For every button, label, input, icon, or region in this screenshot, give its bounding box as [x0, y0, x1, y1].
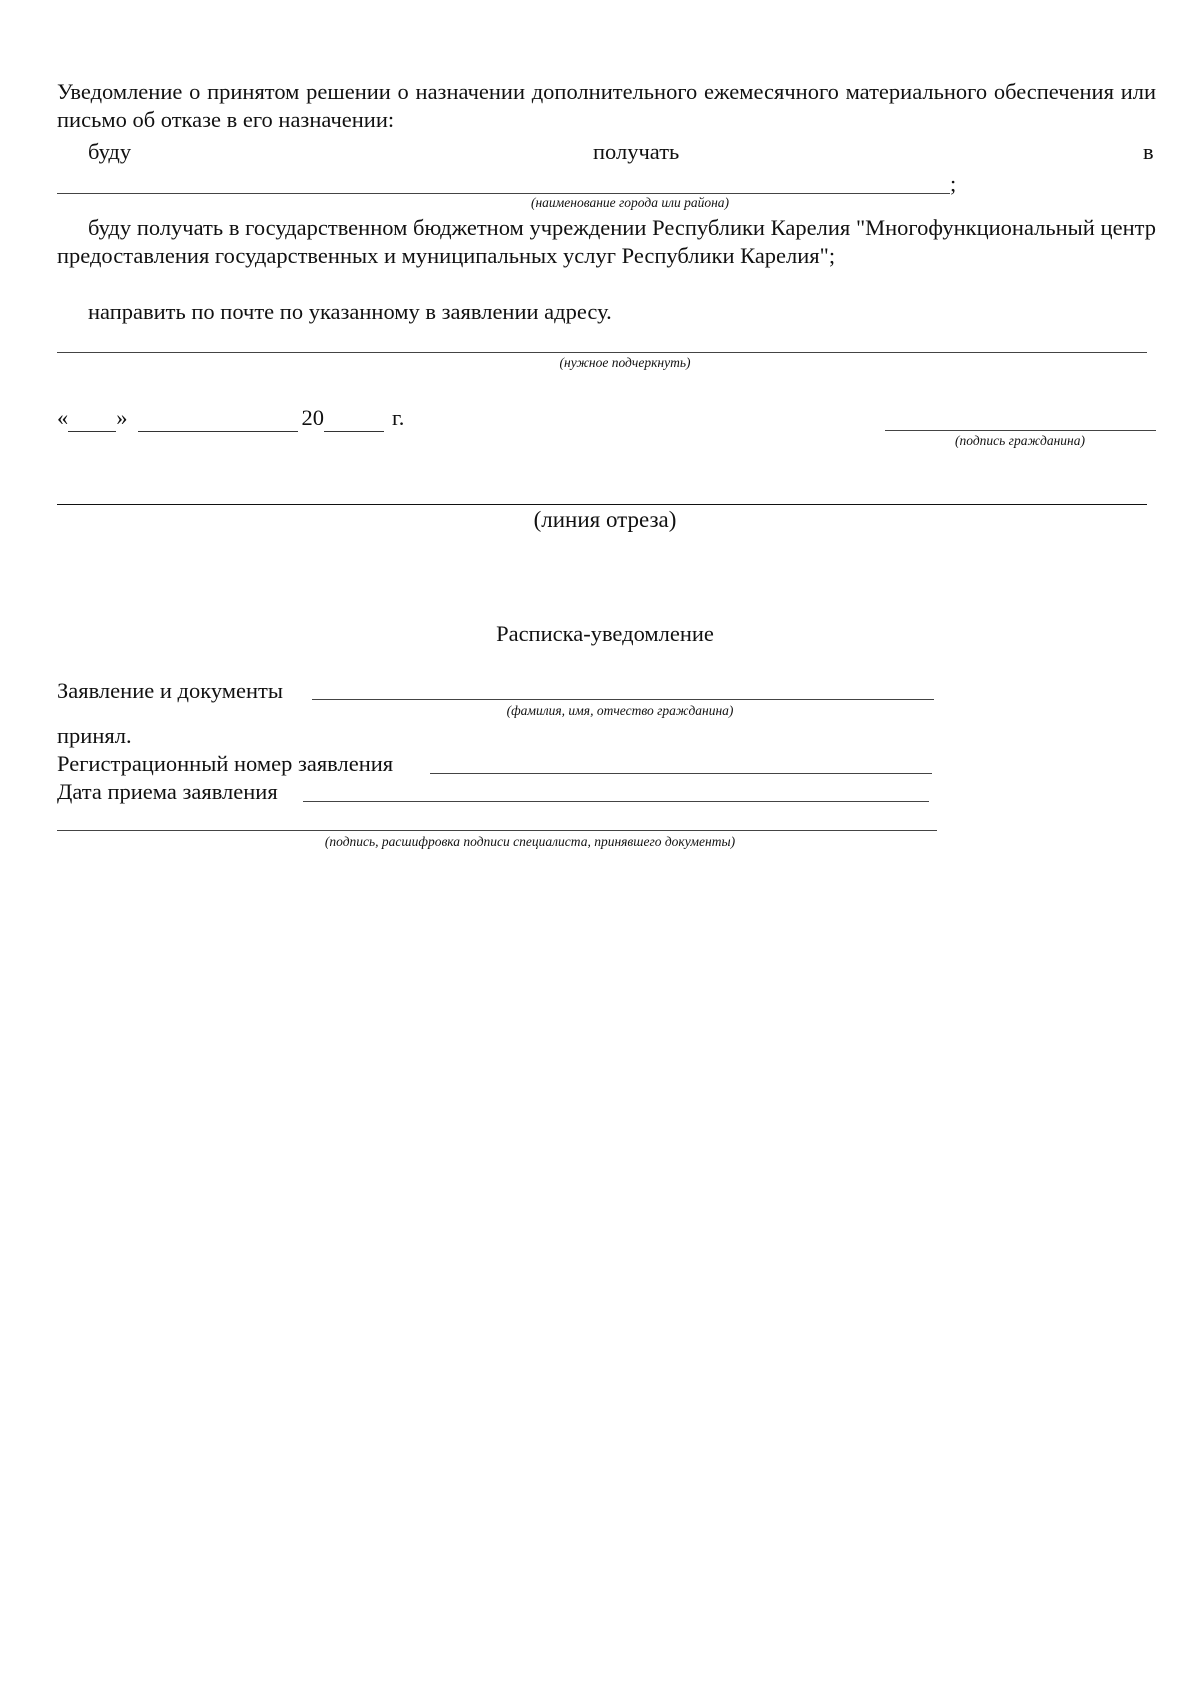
year-suffix: г. — [392, 405, 405, 430]
close-quote: » — [116, 405, 128, 430]
month-field[interactable] — [138, 411, 298, 432]
specialist-signature-field[interactable] — [57, 830, 937, 831]
specialist-caption: (подпись, расшифровка подписи специалиста, принявшего документы) — [324, 834, 736, 849]
accepted-text: принял. — [57, 723, 132, 748]
date-line — [57, 404, 404, 432]
city-name-caption: (наименование города или района) — [530, 195, 730, 210]
notice-intro: Уведомление о принятом решении о назначении дополнительного ежемесячного материального обеспечения или письмо об отказе в его назначении: — [57, 79, 1156, 132]
citizen-signature-field[interactable] — [885, 430, 1156, 431]
year-field[interactable] — [324, 411, 384, 432]
date-received-field[interactable] — [303, 801, 929, 802]
reg-number-label: Регистрационный номер заявления — [57, 751, 394, 776]
open-quote: « — [57, 405, 69, 430]
notice-option2: буду получать в государственном бюджетном учреждении Республики Карелия "Многофункциональный центр предоставления государственных и муниципальных услуг Республики Карелия"; — [57, 215, 1156, 268]
underline-choice-line — [57, 352, 1147, 353]
option1-word-1: буду — [88, 139, 132, 164]
underline-caption: (нужное подчеркнуть) — [559, 355, 691, 370]
reg-number-field[interactable] — [430, 773, 932, 774]
cut-line-label: (линия отреза) — [533, 507, 677, 532]
notice-option3: направить по почте по указанному в заявлении адресу. — [88, 299, 612, 324]
cut-line — [57, 504, 1147, 505]
option1-semicolon: ; — [950, 171, 957, 196]
day-field[interactable] — [68, 411, 116, 432]
option1-word-2: получать — [593, 139, 680, 164]
date-received-label: Дата приема заявления — [57, 779, 278, 804]
city-name-field[interactable] — [57, 193, 950, 194]
citizen-name-caption: (фамилия, имя, отчество гражданина) — [506, 703, 734, 718]
option1-word-3: в — [1143, 139, 1154, 164]
year-prefix: 20 — [301, 405, 324, 430]
receipt-title: Расписка-уведомление — [496, 621, 714, 646]
docs-label: Заявление и документы — [57, 678, 283, 703]
citizen-signature-caption: (подпись гражданина) — [955, 433, 1085, 448]
citizen-name-field[interactable] — [312, 699, 934, 700]
